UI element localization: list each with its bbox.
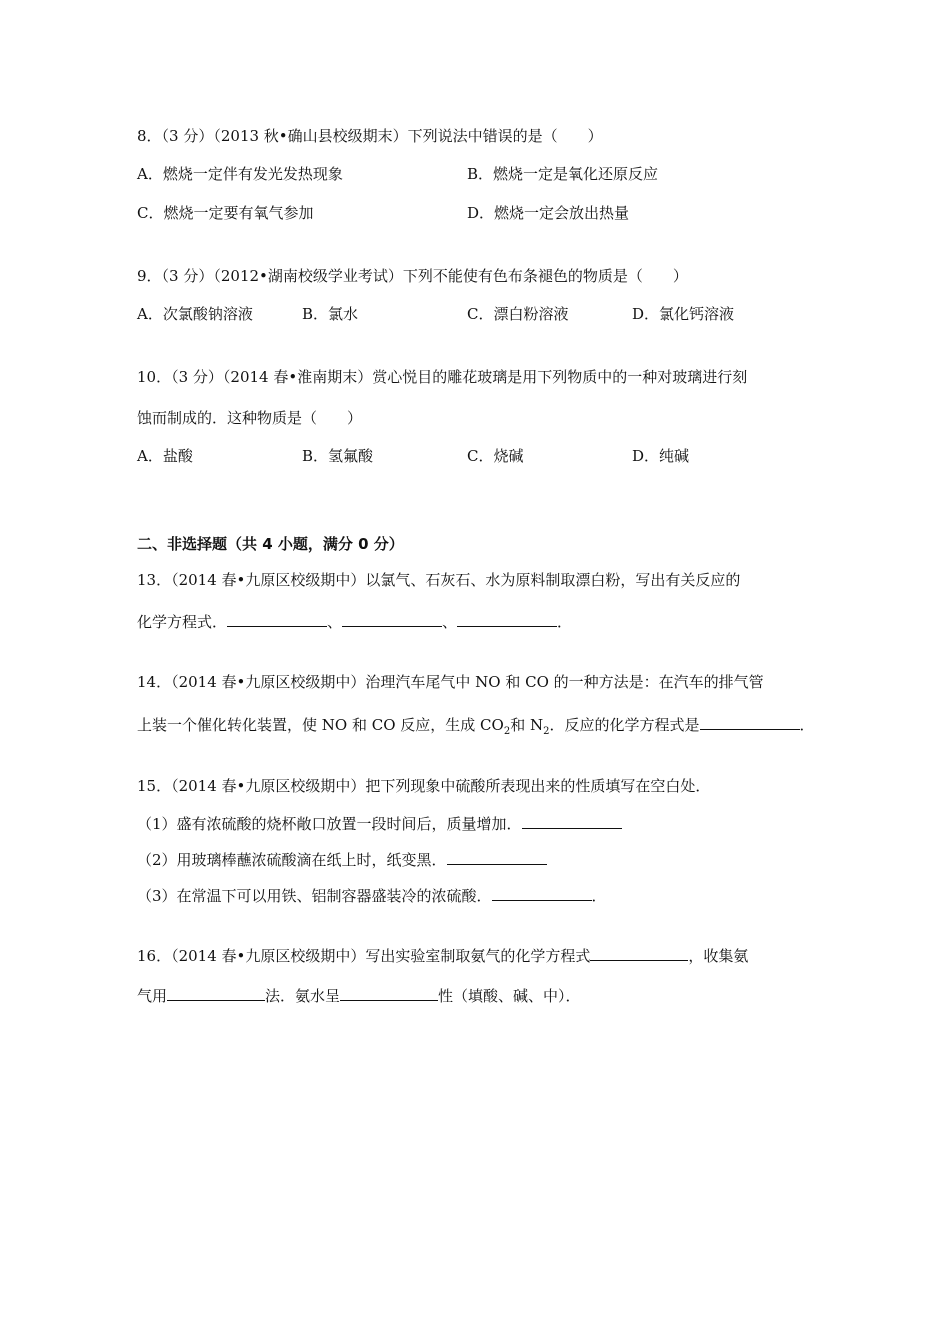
answer-blank-14[interactable] [700, 713, 800, 730]
question-14-text-b: 和 N [510, 716, 544, 734]
question-9-option-c: C．漂白粉溶液 [467, 305, 569, 323]
question-9-option-b: B．氯水 [302, 305, 359, 323]
answer-blank-16-1[interactable] [590, 944, 688, 961]
answer-blank-15-1[interactable] [522, 812, 622, 829]
separator: 、 [442, 613, 458, 631]
answer-blank-13-3[interactable] [457, 610, 557, 627]
section-2-heading: 二、非选择题（共 4 小题，满分 0 分） [137, 535, 404, 553]
period: ． [557, 613, 573, 631]
question-15-stem: 15．（2014 春•九原区校级期中）把下列现象中硫酸所表现出来的性质填写在空白处． [137, 777, 711, 795]
question-16-line1 [137, 944, 748, 966]
question-9-option-a: A．次氯酸钠溶液 [137, 305, 253, 323]
item-3-text: （3）在常温下可以用铁、铝制容器盛装冷的浓硫酸． [137, 887, 492, 905]
question-14-text-c: ．反应的化学方程式是 [549, 716, 700, 734]
question-16-text-a: 16．（2014 春•九原区校级期中）写出实验室制取氨气的化学方程式 [137, 947, 591, 965]
answer-blank-15-2[interactable] [447, 848, 547, 865]
answer-blank-15-3[interactable] [492, 884, 592, 901]
period: ． [591, 887, 607, 905]
question-8-option-a: A．燃烧一定伴有发光发热现象 [137, 165, 343, 183]
question-14-text-a: 上装一个催化转化装置，使 NO 和 CO 反应，生成 CO [137, 716, 504, 734]
question-15-item-2 [137, 848, 547, 870]
question-15-item-3 [137, 884, 607, 906]
question-16-line2 [137, 984, 581, 1006]
question-10-stem-line2: 蚀而制成的．这种物质是（ ） [137, 409, 363, 427]
question-8-option-d: D．燃烧一定会放出热量 [467, 204, 630, 222]
answer-blank-16-2[interactable] [167, 984, 265, 1001]
answer-blank-13-1[interactable] [227, 610, 327, 627]
question-14-line2 [137, 713, 815, 735]
question-13-line1: 13．（2014 春•九原区校级期中）以氯气、石灰石、水为原料制取漂白粉，写出有关反应的 [137, 571, 741, 589]
item-2-text: （2）用玻璃棒蘸浓硫酸滴在纸上时，纸变黑． [137, 851, 447, 869]
question-13-line2 [137, 610, 572, 632]
question-16-text-b: ，收集氨 [688, 947, 749, 965]
question-15-item-1 [137, 812, 622, 834]
question-8-stem: 8．（3 分）（2013 秋•确山县校级期末）下列说法中错误的是（ ） [137, 127, 603, 145]
item-1-text: （1）盛有浓硫酸的烧杯敞口放置一段时间后，质量增加． [137, 815, 522, 833]
question-10-option-d: D．纯碱 [632, 447, 690, 465]
question-9-stem: 9．（3 分）（2012•湖南校级学业考试）下列不能使有色布条褪色的物质是（ ） [137, 267, 688, 285]
question-10-option-b: B．氢氟酸 [302, 447, 374, 465]
question-10-option-a: A．盐酸 [137, 447, 193, 465]
answer-blank-16-3[interactable] [340, 984, 438, 1001]
question-14-line1: 14．（2014 春•九原区校级期中）治理汽车尾气中 NO 和 CO 的一种方法是：在汽车的排气管 [137, 673, 764, 691]
question-10-option-c: C．烧碱 [467, 447, 524, 465]
question-8-option-c: C．燃烧一定要有氧气参加 [137, 204, 314, 222]
question-8-option-b: B．燃烧一定是氧化还原反应 [467, 165, 659, 183]
answer-blank-13-2[interactable] [342, 610, 442, 627]
question-16-text-d: 法．氨水呈 [265, 987, 341, 1005]
separator: 、 [327, 613, 343, 631]
subscript-2: 2 [503, 726, 511, 737]
question-9-option-d: D．氯化钙溶液 [632, 305, 735, 323]
question-16-text-e: 性（填酸、碱、中）． [438, 987, 581, 1005]
question-10-stem-line1: 10．（3 分）（2014 春•淮南期末）赏心悦目的雕花玻璃是用下列物质中的一种对玻璃进行刻 [137, 368, 748, 386]
subscript-2: 2 [543, 726, 550, 737]
question-13-prefix: 化学方程式． [137, 613, 228, 631]
period: ． [799, 716, 815, 734]
question-16-text-c: 气用 [137, 987, 168, 1005]
